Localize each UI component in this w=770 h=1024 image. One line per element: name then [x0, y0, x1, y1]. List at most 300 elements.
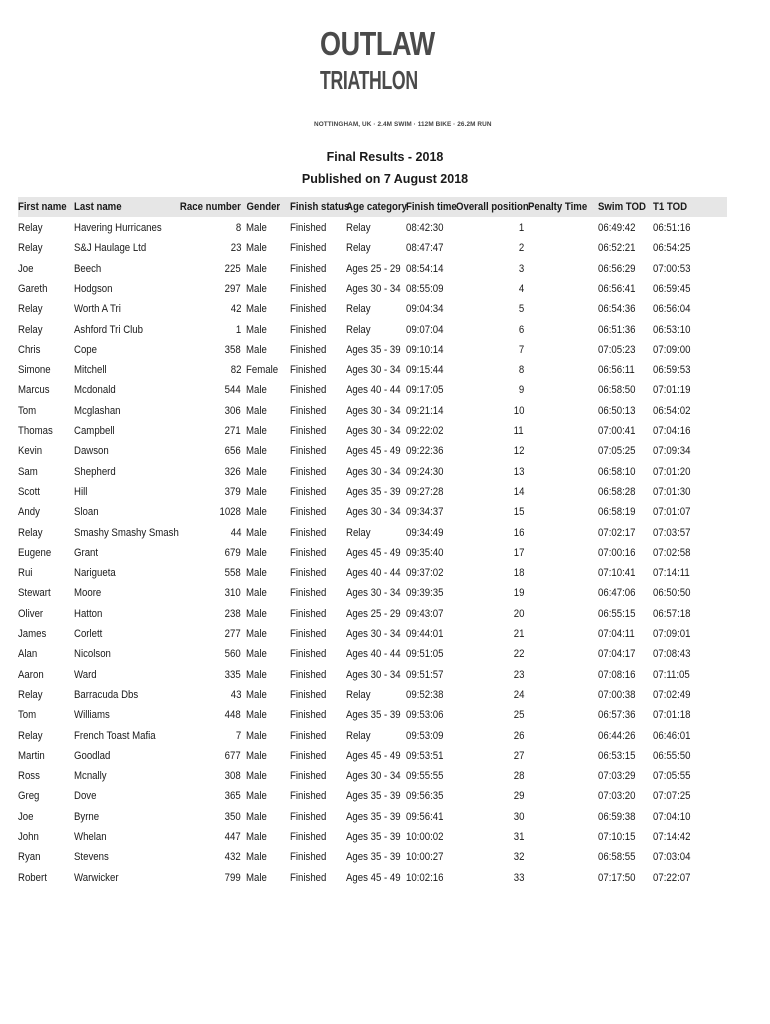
cell-finish-time: 09:34:37	[406, 506, 444, 519]
cell-finish-time: 09:53:09	[406, 729, 444, 742]
cell-finish-time: 09:35:40	[406, 546, 444, 559]
cell-gender: Male	[246, 607, 267, 620]
cell-age-category: Ages 30 - 34	[346, 770, 401, 783]
cell-swim-tod: 06:53:15	[598, 749, 636, 762]
cell-gender: Male	[246, 770, 267, 783]
cell-race-number: 82	[230, 364, 241, 377]
cell-gender: Male	[246, 831, 267, 843]
cell-swim-tod: 06:54:36	[598, 303, 636, 316]
cell-finish-time: 08:54:14	[406, 262, 444, 275]
cell-finish-status: Finished	[290, 770, 327, 783]
cell-first-name: Aaron	[18, 668, 44, 681]
cell-overall-position: 2	[518, 242, 524, 255]
cell-finish-status: Finished	[290, 364, 327, 377]
cell-gender: Male	[246, 546, 267, 559]
cell-swim-tod: 06:58:50	[598, 384, 636, 397]
cell-swim-tod: 06:58:28	[598, 485, 636, 498]
table-row	[0, 506, 770, 526]
cell-overall-position: 10	[513, 404, 524, 417]
cell-overall-position: 23	[513, 668, 524, 681]
cell-first-name: Ryan	[18, 851, 41, 864]
cell-finish-time: 09:53:51	[406, 749, 444, 762]
cell-last-name: Nicolson	[74, 648, 111, 661]
cell-last-name: Ashford Tri Club	[74, 323, 143, 336]
cell-age-category: Ages 30 - 34	[346, 364, 401, 377]
cell-overall-position: 1	[518, 222, 524, 234]
table-row	[0, 790, 770, 810]
cell-gender: Male	[246, 506, 267, 519]
cell-swim-tod: 07:17:50	[598, 871, 636, 884]
cell-swim-tod: 07:05:25	[598, 445, 636, 458]
cell-t1-tod: 06:57:18	[653, 607, 691, 620]
table-row	[0, 831, 770, 851]
column-header-age-category: Age category	[346, 201, 407, 213]
cell-finish-status: Finished	[290, 282, 327, 295]
cell-finish-time: 10:00:27	[406, 851, 444, 864]
table-row	[0, 384, 770, 404]
cell-finish-status: Finished	[290, 790, 327, 803]
cell-last-name: Mitchell	[74, 364, 107, 377]
cell-gender: Male	[246, 810, 267, 823]
cell-finish-time: 09:51:05	[406, 648, 444, 661]
cell-age-category: Relay	[346, 323, 371, 336]
cell-t1-tod: 06:50:50	[653, 587, 691, 600]
cell-gender: Female	[246, 364, 279, 377]
cell-finish-status: Finished	[290, 526, 327, 539]
cell-t1-tod: 07:01:30	[653, 485, 691, 498]
table-row	[0, 709, 770, 729]
table-row	[0, 811, 770, 831]
cell-swim-tod: 06:52:21	[598, 242, 636, 255]
cell-t1-tod: 06:55:50	[653, 749, 691, 762]
cell-age-category: Ages 45 - 49	[346, 445, 401, 458]
column-header-finish-time: Finish time	[406, 201, 457, 213]
table-row	[0, 425, 770, 445]
cell-age-category: Ages 40 - 44	[346, 567, 401, 580]
cell-t1-tod: 07:11:05	[653, 668, 690, 681]
table-row	[0, 750, 770, 770]
cell-last-name: Sloan	[74, 506, 99, 519]
cell-age-category: Relay	[346, 242, 371, 255]
cell-last-name: S&J Haulage Ltd	[74, 242, 147, 255]
cell-age-category: Ages 25 - 29	[346, 262, 401, 275]
cell-finish-status: Finished	[290, 242, 327, 255]
cell-first-name: Tom	[18, 404, 37, 417]
cell-finish-time: 09:04:34	[406, 303, 444, 316]
cell-t1-tod: 06:54:25	[653, 242, 691, 255]
cell-first-name: Eugene	[18, 546, 52, 559]
cell-t1-tod: 07:22:07	[653, 871, 691, 884]
cell-race-number: 335	[224, 668, 241, 681]
cell-age-category: Ages 30 - 34	[346, 282, 401, 295]
cell-race-number: 43	[230, 688, 241, 701]
cell-age-category: Relay	[346, 688, 371, 701]
cell-gender: Male	[246, 445, 267, 458]
cell-overall-position: 12	[513, 445, 524, 458]
cell-finish-time: 09:53:06	[406, 709, 444, 722]
cell-finish-status: Finished	[290, 546, 327, 559]
cell-last-name: Mcnally	[74, 770, 107, 783]
table-row	[0, 648, 770, 668]
cell-finish-status: Finished	[290, 384, 327, 397]
table-row	[0, 608, 770, 628]
cell-first-name: Relay	[18, 222, 43, 234]
cell-finish-time: 09:21:14	[406, 404, 444, 417]
cell-swim-tod: 07:03:20	[598, 790, 636, 803]
table-row	[0, 242, 770, 262]
cell-last-name: Barracuda Dbs	[74, 688, 139, 701]
column-header-race-number: Race number	[180, 201, 241, 213]
cell-t1-tod: 07:09:01	[653, 628, 691, 640]
cell-swim-tod: 06:51:36	[598, 323, 636, 336]
cell-race-number: 558	[224, 567, 241, 580]
table-row	[0, 364, 770, 384]
cell-finish-status: Finished	[290, 404, 327, 417]
cell-age-category: Ages 30 - 34	[346, 506, 401, 519]
table-row	[0, 567, 770, 587]
cell-overall-position: 28	[513, 770, 524, 783]
cell-finish-status: Finished	[290, 831, 327, 843]
cell-finish-status: Finished	[290, 587, 327, 600]
cell-first-name: Kevin	[18, 445, 43, 458]
cell-finish-time: 09:51:57	[406, 668, 444, 681]
cell-overall-position: 3	[518, 262, 524, 275]
cell-finish-status: Finished	[290, 343, 327, 356]
cell-age-category: Ages 35 - 39	[346, 790, 401, 803]
cell-finish-status: Finished	[290, 688, 327, 701]
cell-overall-position: 15	[513, 506, 524, 519]
cell-t1-tod: 07:07:25	[653, 790, 691, 803]
cell-first-name: Scott	[18, 485, 40, 498]
table-row	[0, 851, 770, 871]
cell-race-number: 225	[224, 262, 241, 275]
cell-race-number: 677	[224, 749, 241, 762]
cell-finish-time: 08:55:09	[406, 282, 444, 295]
cell-overall-position: 21	[513, 628, 524, 640]
cell-t1-tod: 07:08:43	[653, 648, 691, 661]
cell-age-category: Relay	[346, 729, 371, 742]
cell-finish-status: Finished	[290, 222, 327, 234]
cell-t1-tod: 07:01:18	[653, 709, 691, 722]
cell-race-number: 7	[235, 729, 241, 742]
cell-finish-time: 09:27:28	[406, 485, 444, 498]
cell-finish-time: 09:10:14	[406, 343, 444, 356]
table-row	[0, 263, 770, 283]
table-row	[0, 283, 770, 303]
cell-last-name: Whelan	[74, 831, 107, 843]
cell-finish-time: 10:02:16	[406, 871, 444, 884]
cell-overall-position: 16	[513, 526, 524, 539]
cell-race-number: 8	[235, 222, 241, 234]
cell-last-name: Hodgson	[74, 282, 113, 295]
cell-t1-tod: 07:03:04	[653, 851, 691, 864]
table-row	[0, 587, 770, 607]
cell-last-name: Williams	[74, 709, 110, 722]
cell-t1-tod: 06:59:45	[653, 282, 691, 295]
cell-swim-tod: 07:03:29	[598, 770, 636, 783]
cell-t1-tod: 07:01:19	[653, 384, 691, 397]
cell-last-name: Smashy Smashy Smash	[74, 526, 179, 539]
cell-finish-status: Finished	[290, 851, 327, 864]
cell-swim-tod: 07:00:38	[598, 688, 636, 701]
table-row	[0, 770, 770, 790]
table-row	[0, 628, 770, 648]
cell-first-name: Relay	[18, 729, 43, 742]
table-row	[0, 547, 770, 567]
cell-first-name: Oliver	[18, 607, 44, 620]
cell-first-name: James	[18, 628, 47, 640]
cell-age-category: Ages 35 - 39	[346, 485, 401, 498]
cell-finish-time: 09:15:44	[406, 364, 444, 377]
cell-first-name: Relay	[18, 242, 43, 255]
cell-t1-tod: 07:09:34	[653, 445, 691, 458]
cell-last-name: Moore	[74, 587, 102, 600]
cell-first-name: Joe	[18, 810, 34, 823]
cell-finish-status: Finished	[290, 567, 327, 580]
cell-gender: Male	[246, 242, 267, 255]
table-row	[0, 344, 770, 364]
results-title: Final Results - 2018	[326, 150, 444, 164]
published-date: Published on 7 August 2018	[301, 172, 469, 186]
cell-swim-tod: 06:49:42	[598, 222, 636, 234]
cell-gender: Male	[246, 262, 267, 275]
column-header-gender: Gender	[246, 201, 280, 213]
cell-finish-time: 09:17:05	[406, 384, 444, 397]
cell-swim-tod: 07:00:41	[598, 425, 636, 437]
cell-last-name: Goodlad	[74, 749, 111, 762]
cell-gender: Male	[246, 323, 267, 336]
cell-overall-position: 25	[513, 709, 524, 722]
cell-finish-status: Finished	[290, 648, 327, 661]
cell-first-name: Tom	[18, 709, 37, 722]
cell-race-number: 679	[224, 546, 241, 559]
cell-swim-tod: 07:05:23	[598, 343, 636, 356]
cell-gender: Male	[246, 709, 267, 722]
cell-overall-position: 30	[513, 810, 524, 823]
cell-race-number: 350	[224, 810, 241, 823]
cell-gender: Male	[246, 871, 267, 884]
cell-race-number: 297	[224, 282, 241, 295]
cell-overall-position: 22	[513, 648, 524, 661]
cell-swim-tod: 06:58:19	[598, 506, 636, 519]
cell-race-number: 44	[230, 526, 241, 539]
cell-finish-time: 08:42:30	[406, 222, 444, 234]
outlaw-triathlon-logo	[314, 25, 492, 136]
cell-gender: Male	[246, 790, 267, 803]
table-row	[0, 730, 770, 750]
cell-swim-tod: 06:59:38	[598, 810, 636, 823]
cell-swim-tod: 06:58:55	[598, 851, 636, 864]
table-row	[0, 324, 770, 344]
cell-finish-status: Finished	[290, 425, 327, 437]
cell-age-category: Relay	[346, 526, 371, 539]
cell-finish-status: Finished	[290, 506, 327, 519]
cell-overall-position: 6	[518, 323, 524, 336]
cell-t1-tod: 07:02:58	[653, 546, 691, 559]
cell-finish-time: 09:55:55	[406, 770, 444, 783]
cell-gender: Male	[246, 628, 267, 640]
cell-finish-time: 09:56:35	[406, 790, 444, 803]
cell-age-category: Ages 35 - 39	[346, 343, 401, 356]
cell-overall-position: 24	[513, 688, 524, 701]
cell-race-number: 1	[235, 323, 241, 336]
cell-t1-tod: 07:09:00	[653, 343, 691, 356]
cell-finish-status: Finished	[290, 729, 327, 742]
table-row	[0, 669, 770, 689]
cell-finish-status: Finished	[290, 628, 327, 640]
cell-finish-time: 09:07:04	[406, 323, 444, 336]
cell-race-number: 799	[224, 871, 241, 884]
column-header-overall-position: Overall position	[456, 201, 529, 213]
cell-race-number: 277	[224, 628, 241, 640]
cell-age-category: Ages 45 - 49	[346, 871, 401, 884]
cell-overall-position: 20	[513, 607, 524, 620]
cell-gender: Male	[246, 648, 267, 661]
table-row	[0, 689, 770, 709]
cell-overall-position: 8	[518, 364, 524, 377]
cell-swim-tod: 06:56:41	[598, 282, 636, 295]
cell-first-name: Relay	[18, 688, 43, 701]
table-row	[0, 466, 770, 486]
cell-race-number: 271	[224, 425, 241, 437]
cell-first-name: Greg	[18, 790, 40, 803]
cell-swim-tod: 07:10:41	[598, 567, 636, 580]
cell-race-number: 310	[224, 587, 241, 600]
cell-t1-tod: 07:00:53	[653, 262, 691, 275]
cell-swim-tod: 06:50:13	[598, 404, 636, 417]
cell-finish-status: Finished	[290, 465, 327, 478]
cell-t1-tod: 07:02:49	[653, 688, 691, 701]
cell-first-name: Thomas	[18, 425, 53, 437]
cell-age-category: Ages 30 - 34	[346, 628, 401, 640]
cell-age-category: Ages 30 - 34	[346, 425, 401, 437]
cell-swim-tod: 07:04:11	[598, 628, 635, 640]
cell-race-number: 308	[224, 770, 241, 783]
cell-last-name: Ward	[74, 668, 97, 681]
table-row	[0, 405, 770, 425]
cell-last-name: Byrne	[74, 810, 100, 823]
cell-gender: Male	[246, 343, 267, 356]
cell-first-name: Andy	[18, 506, 40, 519]
cell-gender: Male	[246, 282, 267, 295]
cell-overall-position: 29	[513, 790, 524, 803]
cell-gender: Male	[246, 384, 267, 397]
cell-race-number: 447	[224, 831, 241, 843]
cell-t1-tod: 06:56:04	[653, 303, 691, 316]
cell-last-name: Mcglashan	[74, 404, 121, 417]
cell-finish-status: Finished	[290, 485, 327, 498]
cell-swim-tod: 07:02:17	[598, 526, 636, 539]
cell-finish-time: 09:43:07	[406, 607, 444, 620]
cell-race-number: 326	[224, 465, 241, 478]
cell-age-category: Ages 25 - 29	[346, 607, 401, 620]
cell-age-category: Ages 45 - 49	[346, 749, 401, 762]
cell-gender: Male	[246, 303, 267, 316]
cell-finish-status: Finished	[290, 810, 327, 823]
cell-overall-position: 26	[513, 729, 524, 742]
cell-age-category: Relay	[346, 222, 371, 234]
cell-overall-position: 33	[513, 871, 524, 884]
logo-tagline: NOTTINGHAM, UK · 2.4M SWIM · 112M BIKE · 26.2M RUN	[314, 121, 492, 128]
cell-last-name: Beech	[74, 262, 102, 275]
cell-age-category: Ages 35 - 39	[346, 709, 401, 722]
cell-first-name: Joe	[18, 262, 34, 275]
cell-t1-tod: 07:04:10	[653, 810, 691, 823]
cell-gender: Male	[246, 425, 267, 437]
cell-finish-time: 09:37:02	[406, 567, 444, 580]
cell-finish-status: Finished	[290, 607, 327, 620]
cell-age-category: Ages 40 - 44	[346, 384, 401, 397]
cell-overall-position: 27	[513, 749, 524, 762]
cell-swim-tod: 06:58:10	[598, 465, 636, 478]
cell-finish-status: Finished	[290, 709, 327, 722]
cell-race-number: 306	[224, 404, 241, 417]
cell-swim-tod: 07:10:15	[598, 831, 636, 843]
cell-t1-tod: 06:51:16	[653, 222, 691, 234]
cell-age-category: Ages 30 - 34	[346, 465, 401, 478]
column-header-first-name: First name	[18, 201, 67, 213]
cell-first-name: Sam	[18, 465, 38, 478]
cell-last-name: Havering Hurricanes	[74, 222, 162, 234]
cell-race-number: 560	[224, 648, 241, 661]
cell-last-name: Stevens	[74, 851, 109, 864]
cell-overall-position: 32	[513, 851, 524, 864]
cell-gender: Male	[246, 567, 267, 580]
cell-overall-position: 5	[518, 303, 524, 316]
cell-first-name: Gareth	[18, 282, 48, 295]
cell-first-name: Relay	[18, 526, 43, 539]
cell-age-category: Ages 40 - 44	[346, 648, 401, 661]
cell-t1-tod: 07:03:57	[653, 526, 691, 539]
cell-age-category: Ages 45 - 49	[346, 546, 401, 559]
cell-finish-time: 08:47:47	[406, 242, 444, 255]
column-header-finish-status: Finish status	[290, 201, 350, 213]
cell-t1-tod: 06:46:01	[653, 729, 691, 742]
cell-first-name: Relay	[18, 303, 43, 316]
cell-finish-time: 09:22:36	[406, 445, 444, 458]
cell-t1-tod: 07:04:16	[653, 425, 691, 437]
cell-race-number: 365	[224, 790, 241, 803]
column-header-penalty-time: Penalty Time	[528, 201, 588, 213]
cell-race-number: 42	[230, 303, 241, 316]
cell-first-name: Marcus	[18, 384, 50, 397]
cell-last-name: Cope	[74, 343, 98, 356]
cell-finish-time: 09:34:49	[406, 526, 444, 539]
cell-t1-tod: 06:54:02	[653, 404, 691, 417]
cell-finish-status: Finished	[290, 303, 327, 316]
cell-gender: Male	[246, 587, 267, 600]
cell-swim-tod: 07:00:16	[598, 546, 636, 559]
cell-age-category: Ages 35 - 39	[346, 810, 401, 823]
cell-gender: Male	[246, 729, 267, 742]
cell-age-category: Ages 35 - 39	[346, 851, 401, 864]
cell-overall-position: 7	[518, 343, 524, 356]
cell-last-name: Dove	[74, 790, 97, 803]
cell-swim-tod: 07:08:16	[598, 668, 636, 681]
cell-t1-tod: 07:14:42	[653, 831, 691, 843]
cell-overall-position: 4	[518, 282, 524, 295]
cell-race-number: 656	[224, 445, 241, 458]
cell-age-category: Ages 35 - 39	[346, 831, 401, 843]
cell-overall-position: 13	[513, 465, 524, 478]
cell-swim-tod: 06:44:26	[598, 729, 636, 742]
cell-last-name: Shepherd	[74, 465, 116, 478]
cell-finish-time: 09:39:35	[406, 587, 444, 600]
cell-overall-position: 31	[513, 831, 524, 843]
cell-swim-tod: 06:56:29	[598, 262, 636, 275]
cell-gender: Male	[246, 465, 267, 478]
cell-age-category: Ages 30 - 34	[346, 587, 401, 600]
